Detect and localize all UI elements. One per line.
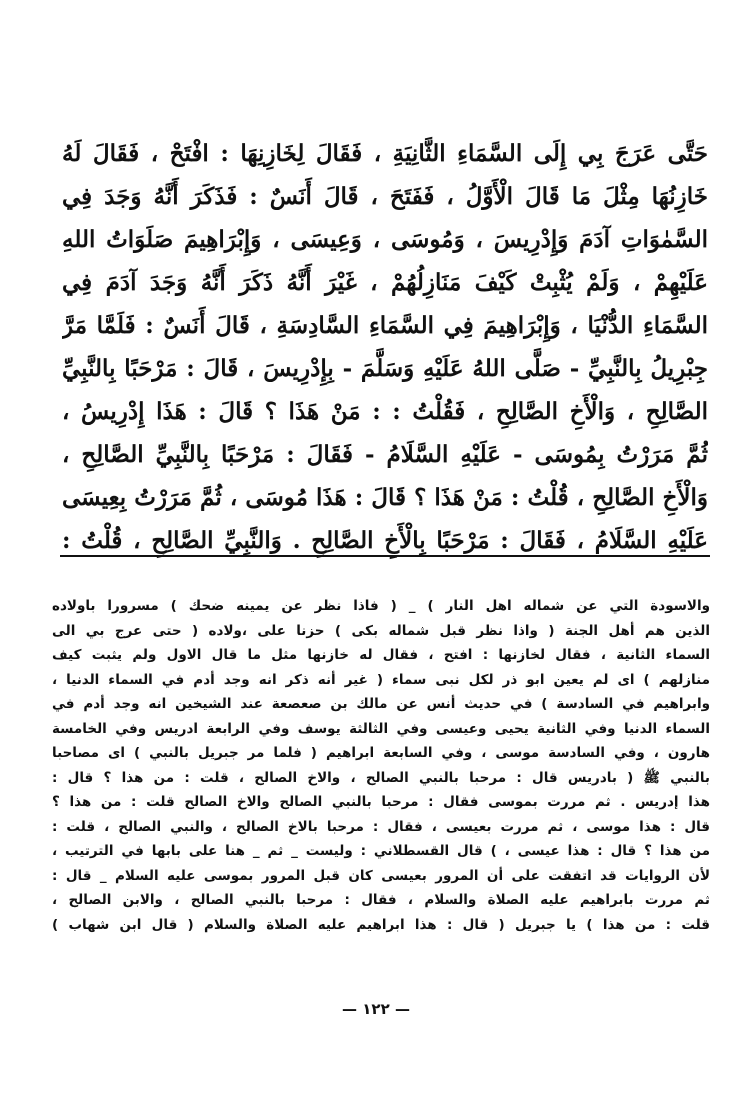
hadith-line: جِبْرِيلُ بِالنَّبِيِّ - صَلَّى اللهُ عَلَيْهِ وَسَلَّمَ - بِإِدْرِيسَ ، قَالَ : مَرْحَبًا بِالنَّبِيِّ (62, 355, 708, 382)
commentary-block (52, 594, 710, 937)
hadith-line: وَالْأَخِ الصَّالِحِ ، قُلْتُ : مَنْ هَذَا ؟ قَالَ : هَذَا مُوسَى ، ثُمَّ مَرَرْتُ بِعِيسَى (62, 484, 708, 511)
hadith-line: الصَّالِحِ ، وَالْأَخِ الصَّالِحِ ، فَقُلْتُ : : مَنْ هَذَا ؟ قَالَ : هَذَا إِدْرِيسُ ، (62, 398, 708, 425)
commentary-line: قلت : من هذا ) يا جبريل ( قال : هذا ابراهيم عليه الصلاة والسلام ( قال ابن شهاب ) (52, 916, 710, 933)
commentary-line: قال : هذا موسى ، ثم مررت بعيسى ، فقال : مرحبا بالاخ الصالح ، والنبي الصالح ، قلت : (52, 818, 710, 835)
commentary-line: والاسودة التي عن شماله اهل النار ) _ ( فاذا نظر عن يمينه ضحك ) مسرورا باولاده (52, 598, 710, 614)
commentary-line: السماء الثانية ، فقال لخازنها : افتح ، فقال له خازنها مثل ما قال الاول ولم يثبت كيف (52, 647, 710, 663)
commentary-line: بالنبي ﷺ ( بادريس قال : مرحبا بالنبي الصالح ، والاخ الصالح ، قلت : من هذا ؟ قال : (52, 769, 710, 786)
hadith-line: حَتَّى عَرَجَ بِي إِلَى السَّمَاءِ الثَّانِيَةِ ، فَقَالَ لِخَازِنِهَا : افْتَحْ ، فَقَالَ لَهُ (62, 140, 708, 167)
commentary-line: هذا إدريس . ثم مررت بموسى فقال : مرحبا بالنبي الصالح والاخ الصالح قلت : من هذا ؟ (52, 794, 710, 810)
commentary-line: الذين هم أهل الجنة ( واذا نظر قبل شماله بكى ) حزنا على ،ولاده ( حتى عرج بي الى (52, 622, 710, 639)
hadith-line: خَازِنُهَا مِثْلَ مَا قَالَ الْأَوَّلُ ، فَفَتَحَ ، قَالَ أَنَسٌ : فَذَكَرَ أَنَّهُ وَجَدَ فِي (62, 183, 708, 210)
commentary-line: وابراهيم في السادسة ) في حديث أنس عن مالك بن صعصعة عند الشيخين انه وجد أدم في (52, 696, 710, 712)
commentary-line: السماء الدنيا وفي الثانية يحيى وعيسى وفي الثالثة يوسف وفي الرابعة ادريس وفي الخامسة (52, 720, 710, 737)
commentary-line: من هذا ؟ قال : هذا عيسى ، ) قال القسطلاني : وليست _ ثم _ هنا على بابها في الترتيب ، (52, 843, 710, 859)
commentary-line: لأن الروايات قد اتفقت على أن المرور بعيسى كان قبل المرور بموسى عليه السلام _ قال : (52, 867, 710, 884)
commentary-line: ثم مررت بابراهيم عليه الصلاة والسلام ، فقال : مرحبا بالنبي الصالح ، والابن الصالح ، (52, 892, 710, 908)
hadith-line: عَلَيْهِ السَّلَامُ ، فَقَالَ : مَرْحَبًا بِالْأَخِ الصَّالِحِ . وَالنَّبِيِّ الصَّالِحِ ، قُلْتُ : (62, 527, 708, 554)
hadith-line: ثُمَّ مَرَرْتُ بِمُوسَى - عَلَيْهِ السَّلَامُ - فَقَالَ : مَرْحَبًا بِالنَّبِيِّ الصَّالِحِ ، (62, 441, 708, 468)
hadith-text-block (62, 132, 708, 562)
text-divider (60, 555, 710, 557)
hadith-line: السَّمٰوَاتِ آدَمَ وَإِدْرِيسَ ، وَمُوسَى ، وَعِيسَى ، وَإِبْرَاهِيمَ صَلَوَاتُ اللهِ (62, 226, 708, 253)
commentary-line: منازلهم ) اى لم يعين ابو ذر لكل نبى سماء ( غير أنه ذكر انه وجد أدم في السماء الدنيا ، (52, 671, 710, 688)
hadith-line: عَلَيْهِمْ ، وَلَمْ يُثْبِتْ كَيْفَ مَنَازِلُهُمْ ، غَيْرَ أَنَّهُ ذَكَرَ أَنَّهُ وَجَدَ آدَمَ فِي (62, 269, 708, 296)
hadith-line: السَّمَاءِ الدُّنْيَا ، وَإِبْرَاهِيمَ فِي السَّمَاءِ السَّادِسَةِ ، قَالَ أَنَسٌ : فَلَمَّا مَرَّ (62, 312, 708, 339)
page-number: — ١٢٢ — (342, 1000, 410, 1018)
commentary-line: هارون ، وفي السادسة موسى ، وفي السابعة ابراهيم ( فلما مر جبريل بالنبي ) اى مصاحبا (52, 745, 710, 761)
